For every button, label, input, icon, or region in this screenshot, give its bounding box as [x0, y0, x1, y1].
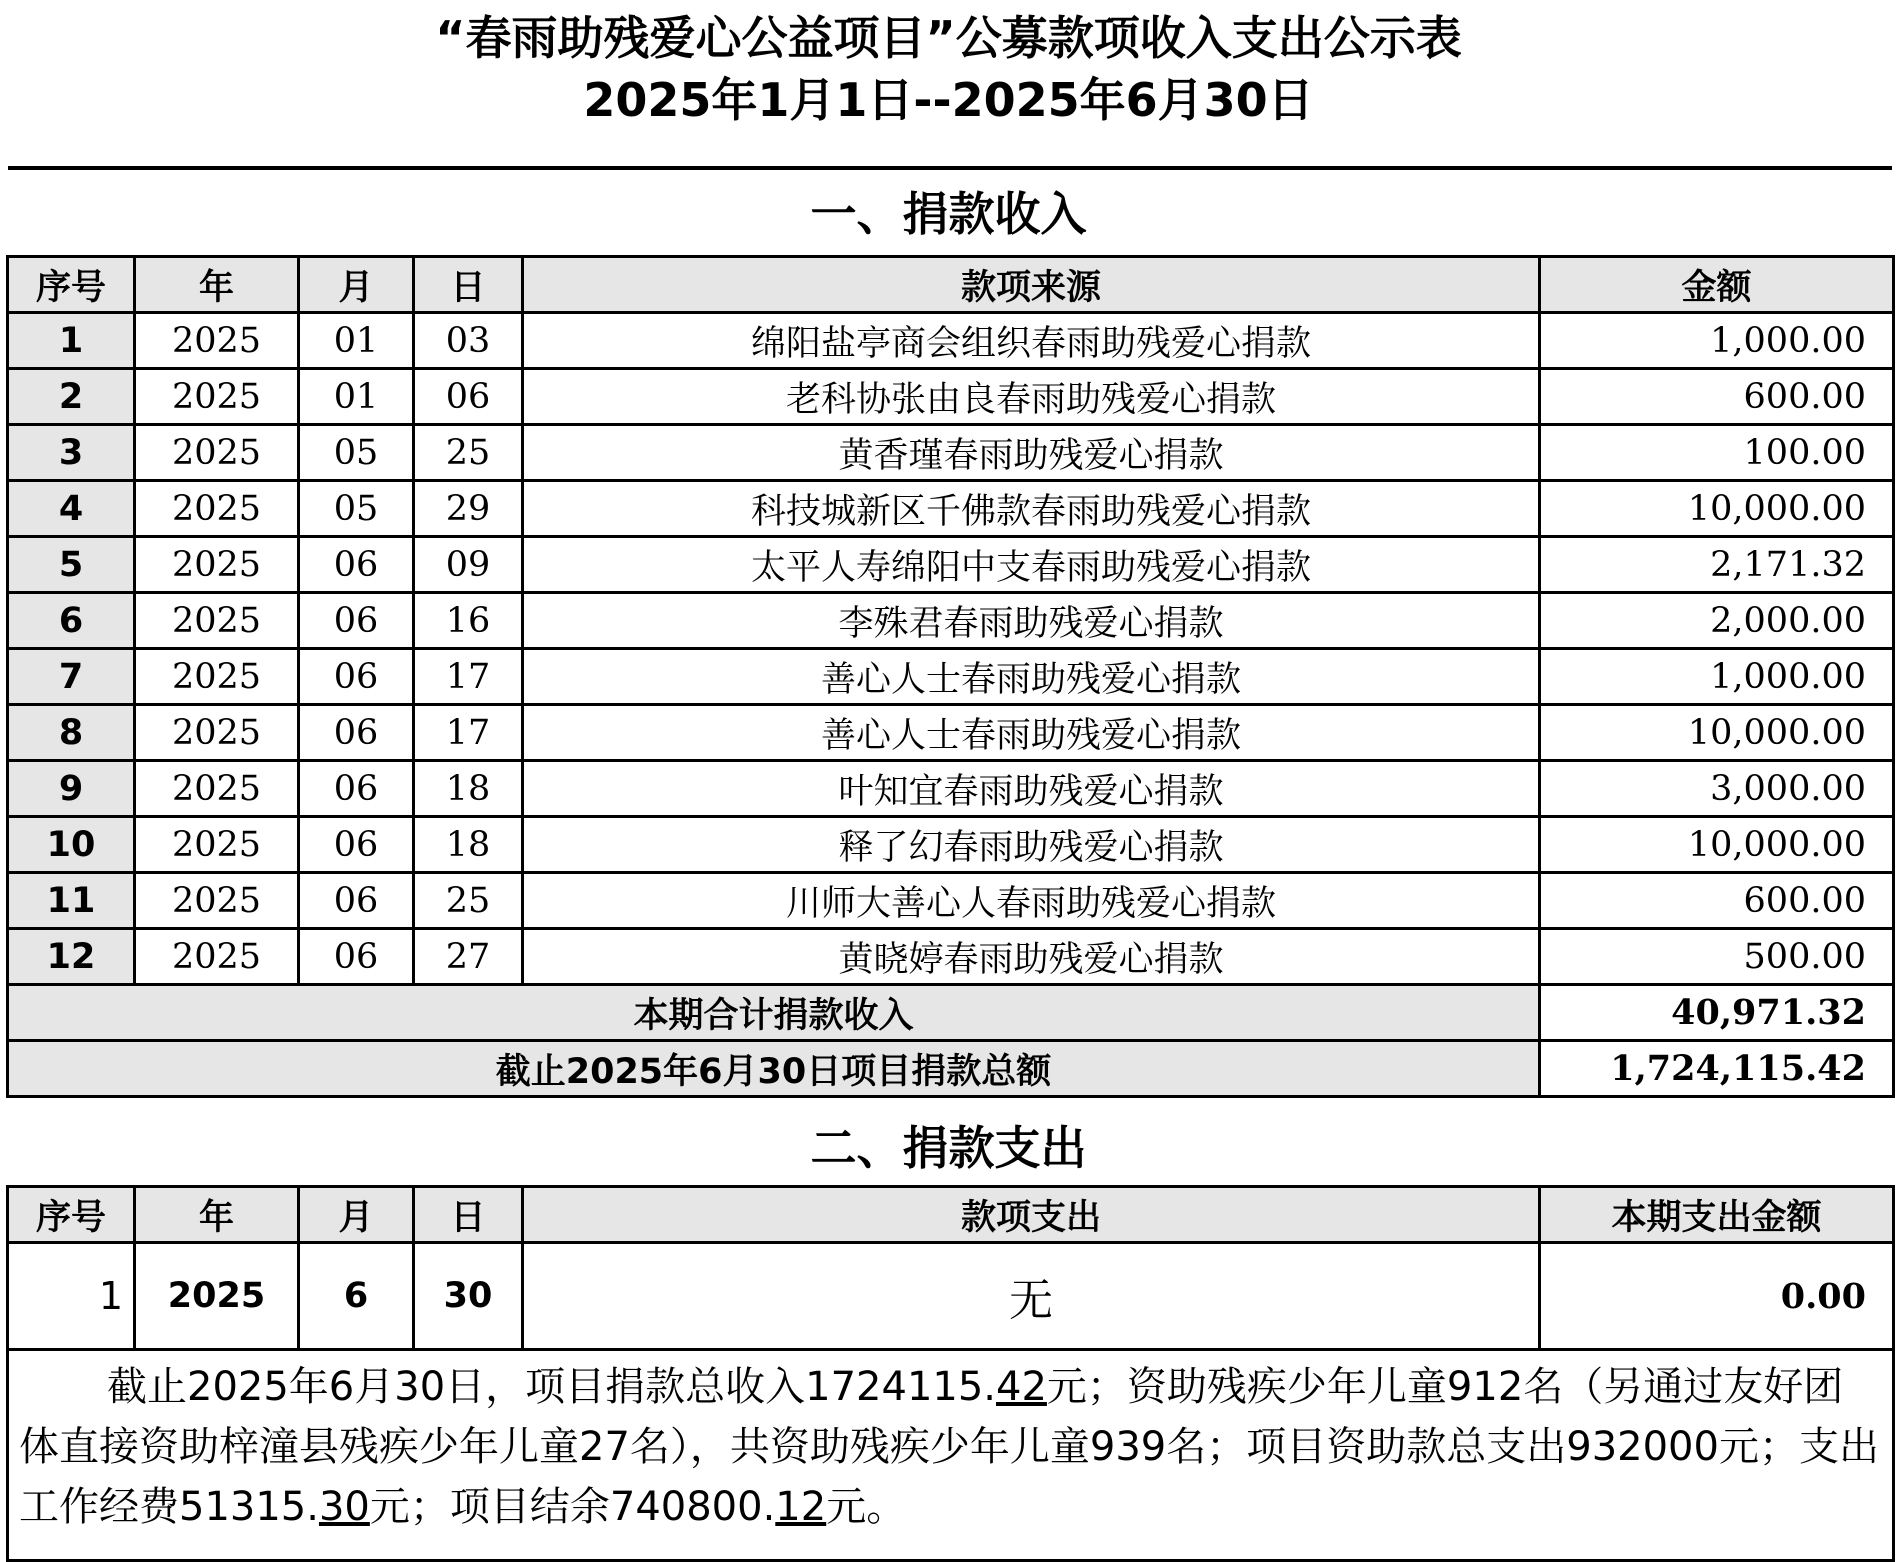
row-year: 2025: [135, 537, 299, 593]
title-divider: [8, 166, 1892, 170]
table-row: [8, 481, 1894, 537]
row-seq: 3: [8, 425, 135, 481]
header-amount: 金额: [1540, 257, 1894, 313]
summary-note: [8, 1350, 1894, 1561]
row-day: 16: [414, 593, 523, 649]
income-section-title: 一、捐款收入: [810, 187, 1087, 241]
header-month: 月: [299, 257, 414, 313]
table-row: [8, 313, 1894, 369]
cumulative-total-value: 1,724,115.42: [1540, 1041, 1894, 1097]
note-underline-3: 12: [775, 1484, 827, 1530]
row-month: 01: [299, 369, 414, 425]
row-day: 03: [414, 313, 523, 369]
header-expense-amount: 本期支出金额: [1540, 1187, 1894, 1243]
row-year: 2025: [135, 817, 299, 873]
row-seq: 4: [8, 481, 135, 537]
row-year: 2025: [135, 705, 299, 761]
row-source: 黄晓婷春雨助残爱心捐款: [523, 929, 1540, 985]
row-amount: 500.00: [1540, 929, 1894, 985]
row-source: 太平人寿绵阳中支春雨助残爱心捐款: [523, 537, 1540, 593]
table-row: [8, 761, 1894, 817]
row-day: 06: [414, 369, 523, 425]
row-amount: 3,000.00: [1540, 761, 1894, 817]
row-day: 17: [414, 705, 523, 761]
note-text-4: 元。: [826, 1484, 907, 1530]
note-text-2: 元；资助残疾少年儿童912名（另通过友好团体直接资助梓潼县残疾少年儿童27名），共资助残疾少年儿童939名；项目资助款总支出932000元；支出工作经费51315.: [19, 1364, 1879, 1530]
table-row: [8, 873, 1894, 929]
note-text-3: 元；项目结余740800.: [369, 1484, 776, 1530]
row-amount: 2,000.00: [1540, 593, 1894, 649]
row-month: 05: [299, 481, 414, 537]
row-source: 善心人士春雨助残爱心捐款: [523, 705, 1540, 761]
table-row: [8, 705, 1894, 761]
note-underline-2: 30: [318, 1484, 370, 1530]
header-day: 日: [414, 1187, 523, 1243]
expense-table: [6, 1185, 1895, 1562]
expense-header-row: [8, 1187, 1894, 1243]
expense-seq: 1: [8, 1243, 135, 1350]
row-amount: 10,000.00: [1540, 481, 1894, 537]
row-month: 05: [299, 425, 414, 481]
row-month: 06: [299, 593, 414, 649]
table-row: [8, 929, 1894, 985]
header-seq: 序号: [8, 257, 135, 313]
row-seq: 6: [8, 593, 135, 649]
row-seq: 2: [8, 369, 135, 425]
row-day: 27: [414, 929, 523, 985]
row-amount: 100.00: [1540, 425, 1894, 481]
row-day: 17: [414, 649, 523, 705]
row-day: 29: [414, 481, 523, 537]
row-day: 25: [414, 873, 523, 929]
row-source: 川师大善心人春雨助残爱心捐款: [523, 873, 1540, 929]
cumulative-total-row: [8, 1041, 1894, 1097]
document-period: 2025年1月1日--2025年6月30日: [583, 73, 1314, 127]
row-month: 06: [299, 873, 414, 929]
expense-month: 6: [299, 1243, 414, 1350]
header-source: 款项来源: [523, 257, 1540, 313]
row-year: 2025: [135, 649, 299, 705]
row-year: 2025: [135, 313, 299, 369]
row-source: 老科协张由良春雨助残爱心捐款: [523, 369, 1540, 425]
row-seq: 11: [8, 873, 135, 929]
expense-day: 30: [414, 1243, 523, 1350]
cumulative-total-label: 截止2025年6月30日项目捐款总额: [8, 1041, 1540, 1097]
row-source: 黄香瑾春雨助残爱心捐款: [523, 425, 1540, 481]
income-header-row: [8, 257, 1894, 313]
row-month: 01: [299, 313, 414, 369]
header-expense-item: 款项支出: [523, 1187, 1540, 1243]
period-total-label: 本期合计捐款收入: [8, 985, 1540, 1041]
row-source: 释了幻春雨助残爱心捐款: [523, 817, 1540, 873]
row-seq: 1: [8, 313, 135, 369]
row-year: 2025: [135, 481, 299, 537]
row-amount: 10,000.00: [1540, 705, 1894, 761]
row-seq: 9: [8, 761, 135, 817]
row-amount: 1,000.00: [1540, 649, 1894, 705]
row-year: 2025: [135, 593, 299, 649]
row-month: 06: [299, 537, 414, 593]
row-amount: 600.00: [1540, 873, 1894, 929]
row-seq: 12: [8, 929, 135, 985]
header-seq: 序号: [8, 1187, 135, 1243]
row-amount: 600.00: [1540, 369, 1894, 425]
expense-row: [8, 1243, 1894, 1350]
note-underline-1: 42: [996, 1364, 1047, 1410]
row-month: 06: [299, 649, 414, 705]
period-total-value: 40,971.32: [1540, 985, 1894, 1041]
expense-section-title: 二、捐款支出: [810, 1121, 1087, 1175]
row-day: 09: [414, 537, 523, 593]
header-year: 年: [135, 257, 299, 313]
row-source: 善心人士春雨助残爱心捐款: [523, 649, 1540, 705]
row-month: 06: [299, 761, 414, 817]
row-month: 06: [299, 929, 414, 985]
header-year: 年: [135, 1187, 299, 1243]
row-source: 李殊君春雨助残爱心捐款: [523, 593, 1540, 649]
row-seq: 8: [8, 705, 135, 761]
table-row: [8, 425, 1894, 481]
summary-note-row: [8, 1350, 1894, 1561]
expense-amount: 0.00: [1540, 1243, 1894, 1350]
row-source: 科技城新区千佛款春雨助残爱心捐款: [523, 481, 1540, 537]
expense-item: 无: [523, 1243, 1540, 1350]
row-year: 2025: [135, 873, 299, 929]
row-year: 2025: [135, 929, 299, 985]
document-title: “春雨助残爱心公益项目”公募款项收入支出公示表: [435, 11, 1462, 65]
row-source: 叶知宜春雨助残爱心捐款: [523, 761, 1540, 817]
row-day: 18: [414, 817, 523, 873]
row-amount: 10,000.00: [1540, 817, 1894, 873]
table-row: [8, 369, 1894, 425]
row-day: 18: [414, 761, 523, 817]
row-source: 绵阳盐亭商会组织春雨助残爱心捐款: [523, 313, 1540, 369]
row-seq: 5: [8, 537, 135, 593]
row-month: 06: [299, 705, 414, 761]
period-total-row: [8, 985, 1894, 1041]
expense-year: 2025: [135, 1243, 299, 1350]
header-month: 月: [299, 1187, 414, 1243]
header-day: 日: [414, 257, 523, 313]
row-seq: 7: [8, 649, 135, 705]
table-row: [8, 593, 1894, 649]
row-month: 06: [299, 817, 414, 873]
row-amount: 2,171.32: [1540, 537, 1894, 593]
row-day: 25: [414, 425, 523, 481]
row-year: 2025: [135, 369, 299, 425]
row-amount: 1,000.00: [1540, 313, 1894, 369]
note-text-1: 截止2025年6月30日，项目捐款总收入1724115.: [107, 1364, 997, 1410]
row-seq: 10: [8, 817, 135, 873]
row-year: 2025: [135, 761, 299, 817]
table-row: [8, 537, 1894, 593]
row-year: 2025: [135, 425, 299, 481]
table-row: [8, 817, 1894, 873]
income-rows: [8, 313, 1894, 985]
table-row: [8, 649, 1894, 705]
income-table: [6, 255, 1895, 1098]
